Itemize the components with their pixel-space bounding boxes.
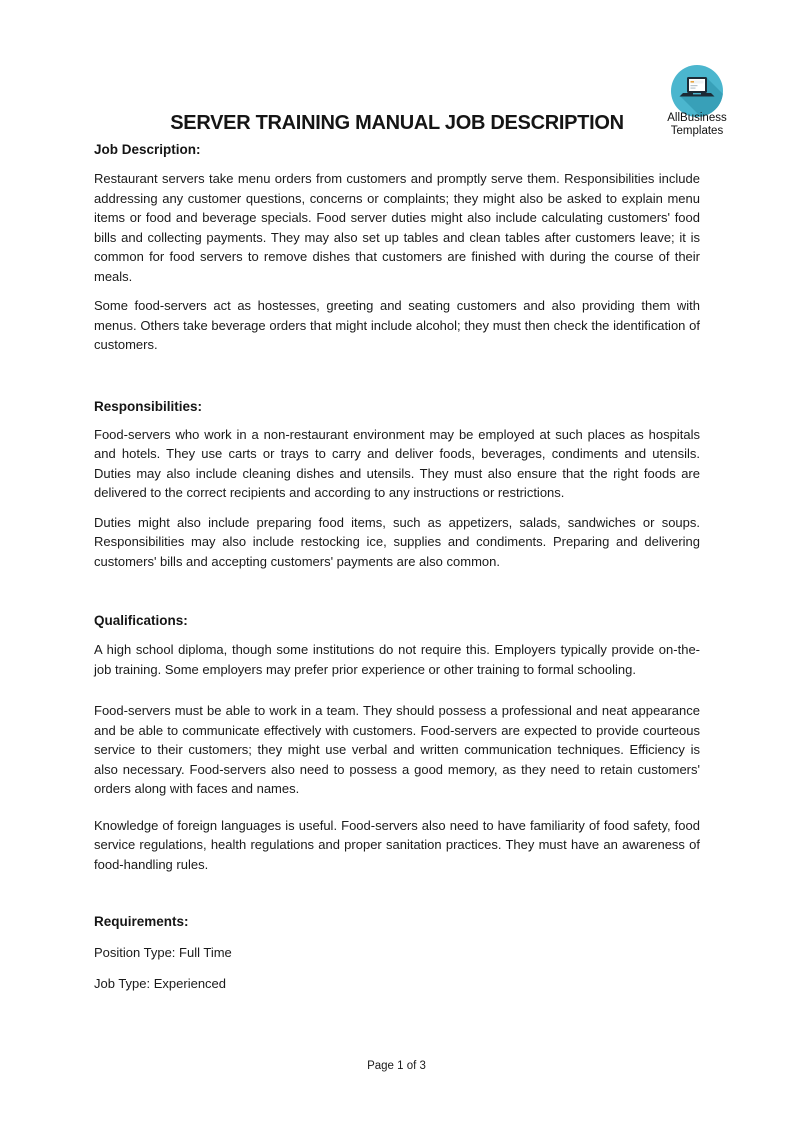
paragraph: Duties might also include preparing food items, such as appetizers, salads, sandwiches or soups. Responsibilities may also include restocking ice, supplies and condiments. Preparing and delivering customers' bills and accepting customers' payments are also common. <box>94 514 700 569</box>
position-type-line: Position Type: Full Time <box>94 945 232 960</box>
paragraph: A high school diploma, though some institutions do not require this. Employers typically provide on-the-job training. Some employers may prefer prior experience or other training to formal schooling. <box>94 642 700 677</box>
page-title: SERVER TRAINING MANUAL JOB DESCRIPTION <box>170 112 624 134</box>
logo-text-line2: Templates <box>670 125 724 137</box>
paragraph: Food-servers must be able to work in a team. They should possess a professional and neat appearance and be able to communicate effectively with customers. Food-servers are expected to provide courteous service to their customers; they might use verbal and written communication techniques. Efficiency is also necessary. Food-servers also need to possess a good memory, as they need to retain customers' orders along with faces and names. <box>94 703 700 796</box>
paragraph: Food-servers who work in a non-restaurant environment may be employed at such places as hospitals and hotels. They use carts or trays to carry and deliver foods, beverages, condiments and utensils. Duties may also include cleaning dishes and utensils. They must also ensure that the right foods are delivered to the correct recipients and according to any instructions or restrictions. <box>94 426 700 500</box>
paragraph: Some food-servers act as hostesses, greeting and seating customers and also providing them with menus. Others take beverage orders that might include alcohol; they must then check the identification of customers. <box>94 298 700 352</box>
section-heading-qualifications: Qualifications: <box>94 613 188 628</box>
section-heading-job-description: Job Description: <box>94 142 201 157</box>
logo-text-line1: AllBusiness <box>667 112 727 124</box>
page-footer: Page 1 of 3 <box>367 1060 426 1072</box>
section-heading-responsibilities: Responsibilities: <box>94 398 203 414</box>
section-heading-requirements: Requirements: <box>94 914 189 929</box>
paragraph: Knowledge of foreign languages is useful. Food-servers also need to have familiarity of food safety, food service regulations, health regulations and proper sanitation practices. They must have an awareness of food-handling rules. <box>94 817 700 872</box>
document-body <box>94 0 700 993</box>
job-type-line: Job Type: Experienced <box>94 975 227 991</box>
paragraph: Restaurant servers take menu orders from customers and promptly serve them. Responsibilities include addressing any customer questions, concerns or complaints; they might also be asked to explain menu items or food and beverage specials. Food server duties might also include calculating customers' food bills and collecting payments. They may also set up tables and clean tables after customers leave; it is common for food servers to remove dishes that customers are finished with during the course of their meals. <box>94 171 700 284</box>
